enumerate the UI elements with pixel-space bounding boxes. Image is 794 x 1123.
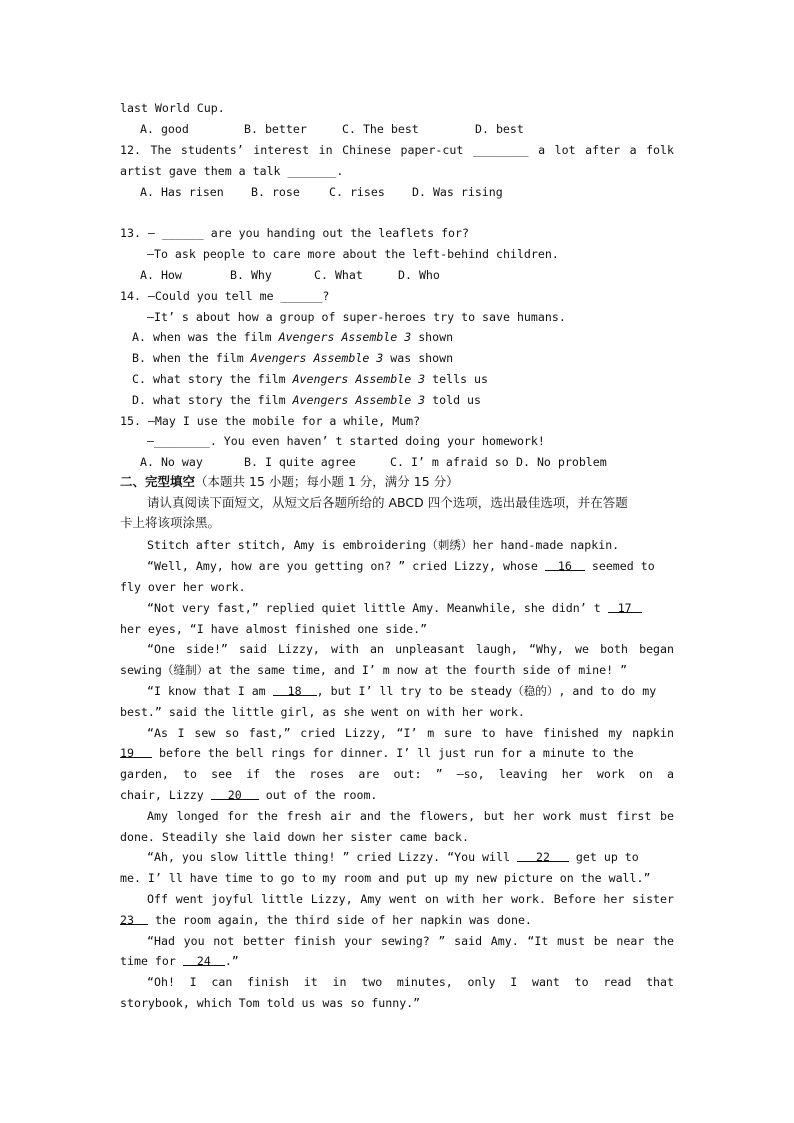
passage-line: her eyes, “I have almost finished one side.” [120, 622, 428, 636]
q11-stem-end: last World Cup. [120, 101, 225, 115]
q12-option-d[interactable]: D. Was rising [412, 185, 503, 199]
passage-line: fly over her work. [120, 580, 246, 594]
q13-options [140, 268, 674, 282]
q14-answer-line: —It’ s about how a group of super-heroes try to save humans. [147, 310, 566, 324]
q15-question: 15. —May I use the mobile for a while, Mum? [120, 414, 421, 428]
q11-option-d[interactable]: D. best [475, 122, 524, 136]
section-instruction-line2: 卡上将该项涂黑。 [120, 515, 221, 530]
q15-option-b[interactable]: B. I quite agree [244, 455, 356, 469]
q11-option-b[interactable]: B. better [244, 122, 307, 136]
blank-20[interactable]: 20 [211, 788, 259, 800]
q11-option-a[interactable]: A. good [140, 122, 189, 136]
blank-17[interactable]: 17 [608, 601, 642, 613]
passage-line: “Well, Amy, how are you getting on? ” cried Lizzy, whose 16 seemed to [147, 559, 655, 573]
passage-line: “Oh! I can finish it in two minutes, only I want to read that [147, 975, 674, 989]
passage-line: garden, to see if the roses are out: ” —so, leaving her work on a [120, 767, 674, 781]
blank-22[interactable]: 22 [517, 850, 569, 862]
q13-option-c[interactable]: C. What [314, 268, 363, 282]
q11-options [140, 122, 674, 136]
q13-option-b[interactable]: B. Why [230, 268, 272, 282]
film-title: Avengers Assemble 3 [278, 330, 412, 344]
q14-option-a[interactable]: A. when was the film Avengers Assemble 3 shown [132, 330, 454, 344]
passage-line: storybook, which Tom told us was so funny.” [120, 996, 421, 1010]
passage-line: Off went joyful little Lizzy, Amy went on with her work. Before her sister [147, 892, 674, 906]
passage-line: 19 before the bell rings for dinner. I’ ll just run for a minute to the [120, 746, 634, 760]
passage-line: “Had you not better finish your sewing? ” said Amy. “It must be near the [147, 934, 674, 948]
q11-option-c[interactable]: C. The best [342, 122, 419, 136]
q13-question: 13. — ______ are you handing out the leaflets for? [120, 226, 470, 240]
q14-option-c[interactable]: C. what story the film Avengers Assemble 3 tells us [132, 372, 488, 386]
q14-option-d[interactable]: D. what story the film Avengers Assemble 3 told us [132, 393, 482, 407]
passage-line: 23 the room again, the third side of her napkin was done. [120, 913, 532, 927]
section-instruction-line1: 请认真阅读下面短文，从短文后各题所给的 ABCD 四个选项，选出最佳选项，并在答题 [147, 495, 628, 510]
q13-option-d[interactable]: D. Who [398, 268, 440, 282]
passage-line: “As I sew so fast,” cried Lizzy, “I’ m sure to have finished my napkin [147, 726, 674, 740]
q12-option-b[interactable]: B. rose [251, 185, 300, 199]
passage-line: chair, Lizzy 20 out of the room. [120, 788, 378, 802]
q12-option-a[interactable]: A. Has risen [140, 185, 224, 199]
blank-19[interactable]: 19 [120, 746, 152, 758]
q12-stem-line1: 12. The students’ interest in Chinese paper-cut ________ a lot after a folk [120, 143, 674, 157]
section-heading: 二、完型填空（本题共 15 小题；每小题 1 分，满分 15 分） [120, 474, 459, 489]
blank-18[interactable]: 18 [273, 684, 317, 696]
q15-options [140, 455, 674, 469]
passage-line: “Not very fast,” replied quiet little Amy. Meanwhile, she didn’ t 17 [147, 601, 674, 615]
q15-option-d[interactable]: D. No problem [516, 455, 607, 469]
passage-line: Stitch after stitch, Amy is embroidering（刺绣）her hand-made napkin. [147, 538, 620, 552]
passage-line: “Ah, you slow little thing! ” cried Lizzy. “You will 22 get up to [147, 850, 639, 864]
passage-line: me. I’ ll have time to go to my room and put up my new picture on the wall.” [120, 871, 651, 885]
film-title: Avengers Assemble 3 [292, 372, 426, 386]
q13-answer-line: —To ask people to care more about the left-behind children. [147, 247, 559, 261]
film-title: Avengers Assemble 3 [292, 393, 426, 407]
passage-line: Amy longed for the fresh air and the flowers, but her work must first be [147, 809, 674, 823]
q14-question: 14. —Could you tell me ______? [120, 289, 330, 303]
q14-option-b[interactable]: B. when the film Avengers Assemble 3 was shown [132, 351, 454, 365]
passage-line: “I know that I am 18 , but I’ ll try to be steady（稳的）, and to do my [147, 684, 657, 698]
blank-24[interactable]: 24 [183, 954, 225, 966]
q12-option-c[interactable]: C. rises [329, 185, 385, 199]
passage-line: done. Steadily she laid down her sister came back. [120, 830, 470, 844]
q15-answer-line: —________. You even haven’ t started doing your homework! [147, 434, 545, 448]
q12-options [140, 185, 674, 199]
blank-23[interactable]: 23 [120, 913, 148, 925]
q12-stem-line2: artist gave them a talk _______. [120, 164, 344, 178]
q13-option-a[interactable]: A. How [140, 268, 182, 282]
passage-line: best.” said the little girl, as she went on with her work. [120, 705, 525, 719]
q15-option-a[interactable]: A. No way [140, 455, 203, 469]
blank-16[interactable]: 16 [545, 559, 585, 571]
q15-option-c[interactable]: C. I’ m afraid so [390, 455, 509, 469]
film-title: Avengers Assemble 3 [250, 351, 384, 365]
passage-line: sewing（缝制）at the same time, and I’ m now at the fourth side of mine! ” [120, 663, 628, 677]
passage-line: “One side!” said Lizzy, with an unpleasant laugh, “Why, we both began [147, 642, 674, 656]
passage-line: time for 24 .” [120, 954, 239, 968]
